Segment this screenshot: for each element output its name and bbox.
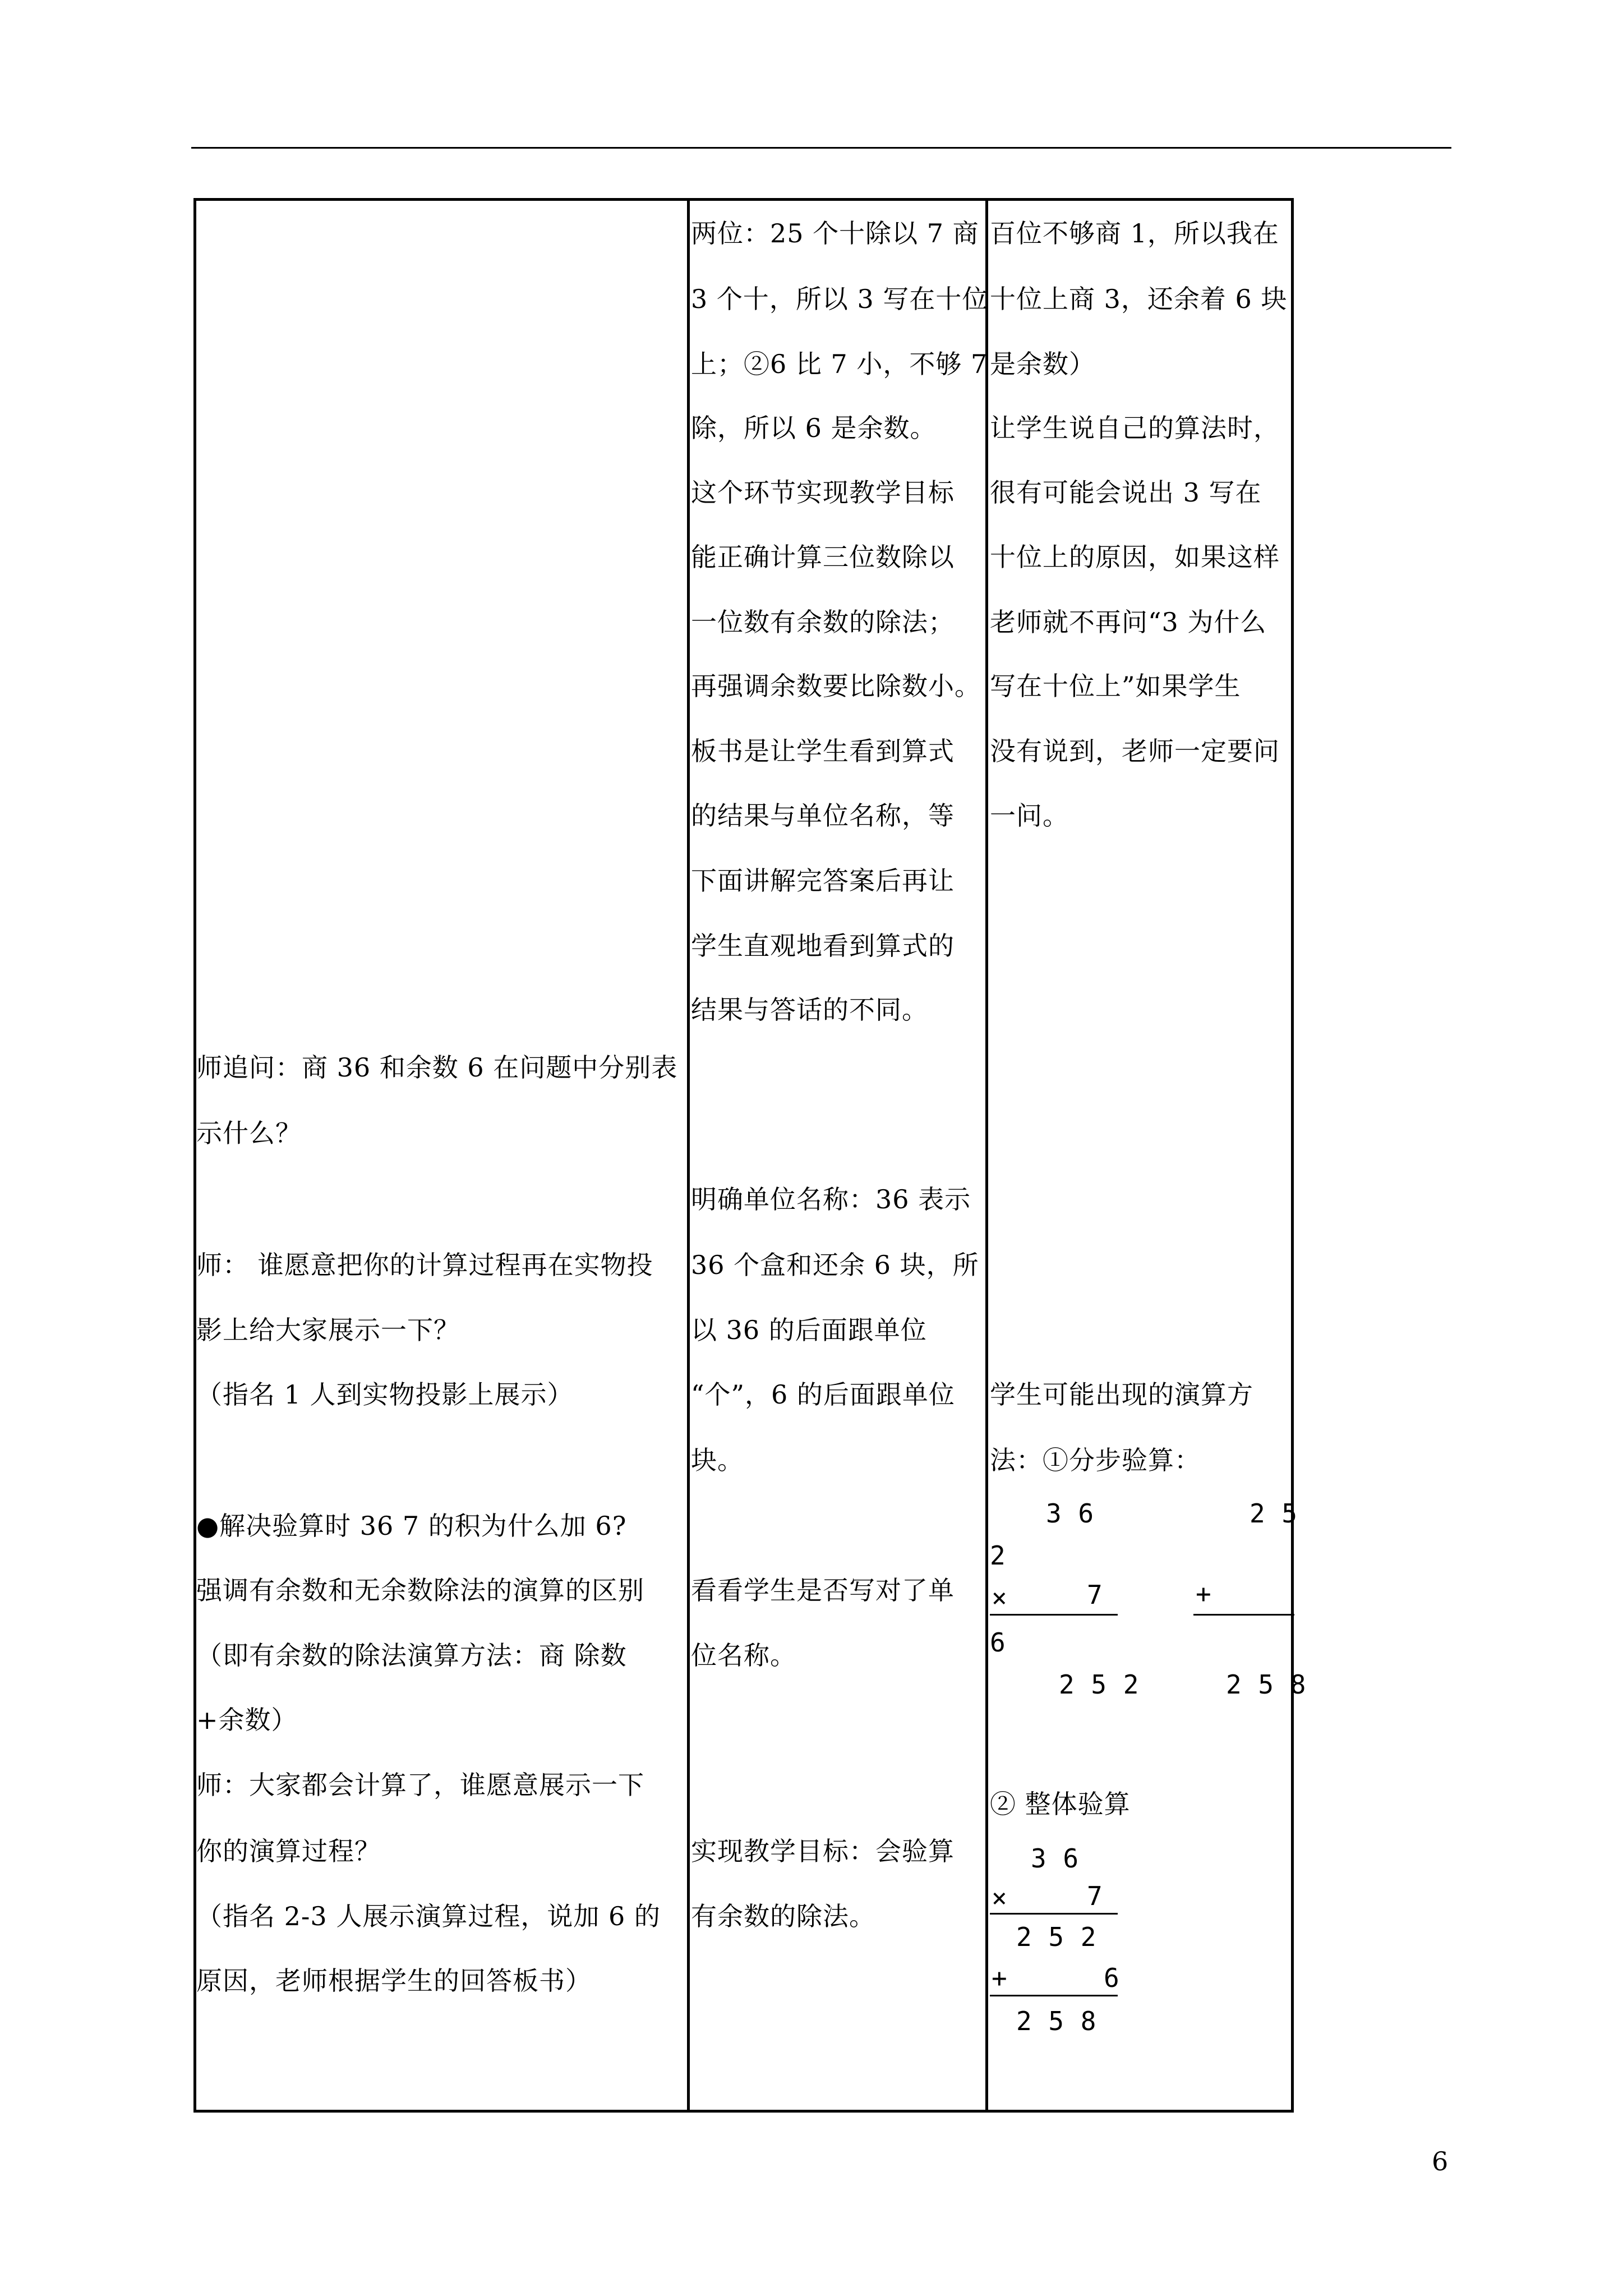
col2-line: 除，所以 6 是余数。 [691, 413, 937, 443]
col3-line: 十位上商 3，还余着 6 块 [990, 284, 1288, 314]
col1-line: +余数） [196, 1705, 298, 1735]
whole-verification-title: ② 整体验算 [990, 1789, 1131, 1819]
page-number: 6 [1432, 2146, 1449, 2177]
col1-line: 示什么？ [196, 1118, 302, 1148]
col1-line: 师追问：商 36 和余数 6 在问题中分别表 [196, 1052, 678, 1083]
header-rule [191, 147, 1451, 149]
col2-line: 两位：25 个十除以 7 商 [691, 218, 979, 249]
col1-line: 原因，老师根据学生的回答板书） [196, 1966, 592, 1996]
calc-multiplier: 7 [1087, 1580, 1103, 1610]
col1-line: （指名 2-3 人展示演算过程，说加 6 的 [196, 1901, 661, 1931]
col2-line: 结果与答话的不同。 [691, 995, 928, 1025]
col2-line: 明确单位名称：36 表示 [691, 1184, 971, 1214]
col1-line: 师：大家都会计算了，谁愿意展示一下 [196, 1770, 644, 1800]
column-divider-2 [985, 198, 988, 2113]
calc-multiplicand: 3 6 [1046, 1498, 1095, 1529]
col3-line: 十位上的原因，如果这样 [990, 542, 1280, 572]
col2-line: 这个环节实现教学目标 [691, 477, 955, 508]
col1-line: 你的演算过程？ [196, 1836, 381, 1866]
col2-line: “个”，6 的后面跟单位 [691, 1379, 955, 1410]
times-sign: × [992, 1582, 1008, 1613]
calc-rule [990, 1614, 1118, 1616]
col1-line: 强调有余数和无余数除法的演算的区别 [196, 1575, 644, 1605]
calc-multiplier: 7 [1087, 1881, 1103, 1911]
calc-sum: 2 5 8 [1016, 2006, 1097, 2036]
col2-line: 一位数有余数的除法； [691, 607, 955, 637]
col2-line: 块。 [691, 1445, 744, 1475]
calc-product: 2 5 2 [1016, 1922, 1097, 1952]
times-sign: × [992, 1883, 1008, 1913]
col3-line: 是余数） [990, 349, 1095, 379]
col3-line: 老师就不再问“3 为什么 [990, 607, 1267, 637]
calc-addend-wrap: 2 [990, 1540, 1006, 1571]
calc-rule [990, 1913, 1118, 1915]
col3-line: 没有说到，老师一定要问 [990, 736, 1280, 766]
calc-rule [1193, 1614, 1294, 1616]
calc-sum: 2 5 8 [1226, 1669, 1307, 1700]
calc-rule [990, 1995, 1118, 1996]
calc-remainder: 6 [990, 1627, 1006, 1658]
col3-line: 法：①分步验算： [990, 1445, 1201, 1475]
col2-line: 看看学生是否写对了单 [691, 1575, 955, 1605]
col3-line: 学生可能出现的演算方 [990, 1379, 1253, 1410]
col2-line: 以 36 的后面跟单位 [691, 1315, 927, 1345]
col2-line: 有余数的除法。 [691, 1901, 875, 1931]
col2-line: 再强调余数要比除数小。 [691, 671, 981, 701]
plus-sign: + [992, 1963, 1008, 1993]
column-divider-1 [687, 198, 690, 2113]
col1-line: ●解决验算时 36 7 的积为什么加 6? [196, 1511, 627, 1541]
col2-line: 板书是让学生看到算式 [691, 736, 955, 766]
col3-line: 很有可能会说出 3 写在 [990, 477, 1262, 508]
col2-line: 能正确计算三位数除以 [691, 542, 955, 572]
col1-line: 师： 谁愿意把你的计算过程再在实物投 [196, 1250, 653, 1280]
col3-line: 让学生说自己的算法时， [990, 413, 1280, 443]
col1-line: （指名 1 人到实物投影上展示） [196, 1379, 574, 1410]
plus-sign: + [1196, 1579, 1212, 1609]
calc-product: 2 5 2 [1059, 1669, 1140, 1700]
col2-line: 实现教学目标：会验算 [691, 1836, 955, 1866]
col3-line: 一问。 [990, 800, 1069, 831]
calc-remainder: 6 [1104, 1963, 1120, 1993]
col2-line: 3 个十，所以 3 写在十位 [691, 284, 989, 314]
col2-line: 学生直观地看到算式的 [691, 931, 955, 961]
calc-multiplicand: 3 6 [1031, 1843, 1080, 1874]
col3-line: 百位不够商 1，所以我在 [990, 218, 1279, 249]
col2-line: 位名称。 [691, 1640, 796, 1671]
col3-line: 写在十位上”如果学生 [990, 671, 1241, 701]
col1-line: 影上给大家展示一下？ [196, 1315, 460, 1345]
col2-line: 36 个盒和还余 6 块，所 [691, 1250, 979, 1280]
col1-line: （即有余数的除法演算方法：商 除数 [196, 1640, 627, 1671]
col2-line: 上；②6 比 7 小，不够 7 [691, 349, 988, 379]
col2-line: 的结果与单位名称，等 [691, 800, 955, 831]
calc-addend: 2 5 [1249, 1498, 1298, 1529]
col2-line: 下面讲解完答案后再让 [691, 866, 955, 896]
